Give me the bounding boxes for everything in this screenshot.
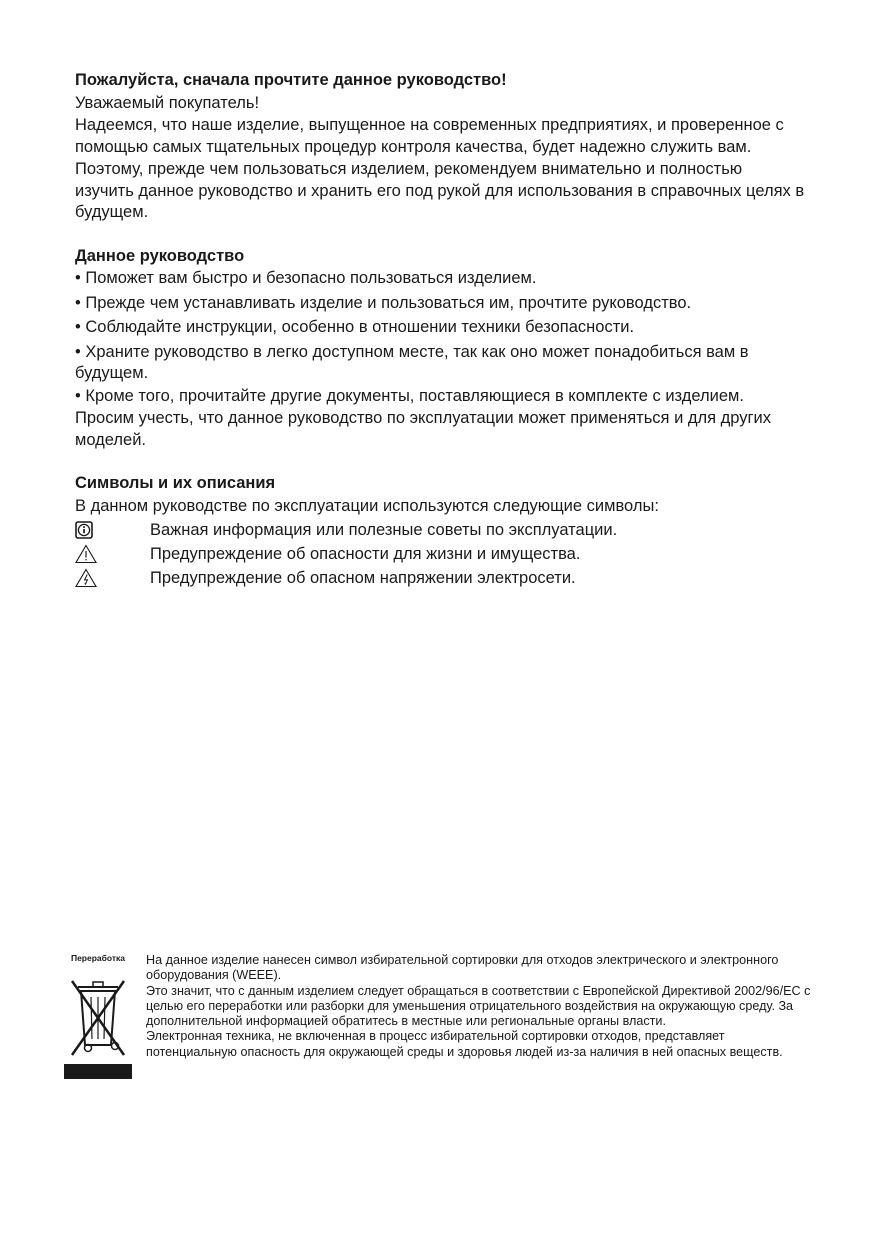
warning-icon — [75, 543, 150, 565]
symbol-row-info — [75, 518, 805, 542]
greeting: Уважаемый покупатель! — [75, 93, 260, 112]
manual-page — [75, 70, 805, 590]
guide-bullet: • Соблюдайте инструкции, особенно в отношении техники безопасности. — [75, 318, 635, 336]
symbol-row-warning — [75, 542, 805, 566]
weee-logo — [64, 953, 132, 1084]
high-voltage-icon — [75, 567, 150, 589]
weee-line: Электронная техника, не включенная в процесс избирательной сортировки отходов, представляет потенциальную опасность для окружающей среды и здоровья людей из-за наличия в ней опасных веществ. — [146, 1029, 783, 1059]
intro-paragraph-2: Поэтому, прежде чем пользоваться изделием, рекомендуем внимательно и полностью изучить данное руководство и хранить его под рукой для использования в справочных целях в будущем. — [75, 160, 805, 221]
symbol-description: Важная информация или полезные советы по эксплуатации. — [150, 520, 618, 539]
weee-line: Это значит, что с данным изделием следует обращаться в соответствии с Европейской Директивой 2002/96/EC с целью его переработки или разборки для уменьшения отрицательного воздействия на окружающую среду. За дополнительной информацией обратитесь в местные или региональные органы власти. — [146, 983, 811, 1029]
symbol-description: Предупреждение об опасном напряжении электросети. — [150, 568, 576, 587]
symbol-description: Предупреждение об опасности для жизни и имущества. — [150, 544, 581, 563]
guide-title: Данное руководство — [75, 246, 245, 265]
weee-label: Переработка — [70, 953, 126, 963]
weee-line: На данное изделие нанесен символ избирательной сортировки для отходов электрического и электронного оборудования (WEEE). — [146, 953, 779, 983]
info-icon — [75, 519, 150, 541]
guide-note: Просим учесть, что данное руководство по эксплуатации может применяться и для других моделей. — [75, 409, 772, 449]
intro-title: Пожалуйста, сначала прочтите данное руководство! — [75, 71, 507, 89]
weee-text — [146, 953, 811, 1060]
symbols-intro: В данном руководстве по эксплуатации используются следующие символы: — [75, 496, 659, 515]
guide-bullet: • Храните руководство в легко доступном месте, так как оно может понадобиться вам в будущем. — [75, 342, 749, 382]
symbol-row-high-voltage — [75, 566, 805, 590]
guide-bullet: • Кроме того, прочитайте другие документы, поставляющиеся в комплекте с изделием. — [75, 386, 744, 405]
intro-paragraph-1: Надеемся, что наше изделие, выпущенное на современных предприятиях, и проверенное с помощью самых тщательных процедур контроля качества, будет надежно служить вам. — [75, 116, 784, 156]
guide-bullet: • Поможет вам быстро и безопасно пользоваться изделием. — [75, 269, 537, 287]
guide-bullet: • Прежде чем устанавливать изделие и пользоваться им, прочтите руководство. — [75, 293, 692, 312]
crossed-bin-icon — [64, 967, 132, 1079]
symbols-title: Символы и их описания — [75, 474, 276, 492]
weee-notice — [64, 953, 809, 1093]
